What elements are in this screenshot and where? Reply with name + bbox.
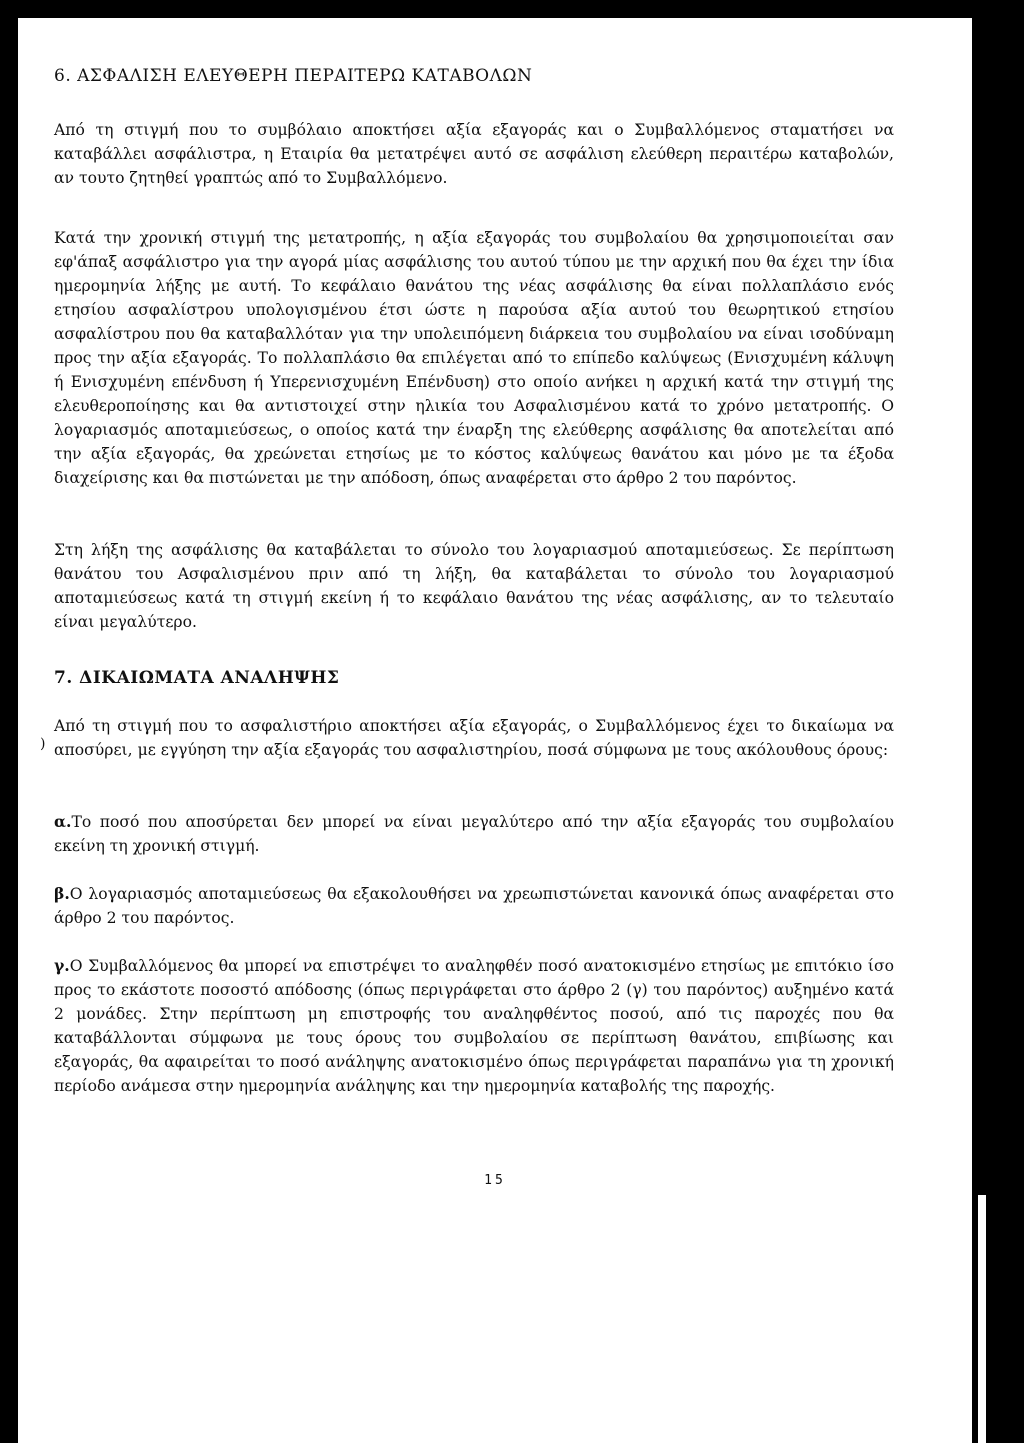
item-b-label: β. xyxy=(54,884,70,903)
section-6-paragraph-2: Κατά την χρονική στιγμή της μετατροπής, η αξία εξαγοράς του συμβολαίου θα χρησιμοποιείται σαν εφ'άπαξ ασφάλιστρο για την αγορά μίας ασφάλισης του αυτού τύπου με την αρχική που θα έχει την ίδια ημερομηνία λήξης με αυτή. Το κεφάλαιο θανάτου της νέας ασφάλισης θα είναι πολλαπλάσιο ενός ετησίου ασφαλίστρου υπολογισμένου έτσι ώστε η παρούσα αξία αυτού του θεωρητικού ετησίου ασφαλίστρου που θα καταβαλλόταν για την υπολειπόμενη διάρκεια του συμβολαίου να είναι ισοδύναμη προς την αξία εξαγοράς. Το πολλαπλάσιο θα επιλέγεται από το επίπεδο καλύψεως (Ενισχυμένη κάλυψη ή Ενισχυμένη επένδυση ή Υπερενισχυμένη Επένδυση) στο οποίο ανήκει η αρχική κατά την στιγμή της ελευθεροποίησης και θα αντιστοιχεί στην ηλικία του Ασφαλισμένου κατά το χρόνο μετατροπής. Ο λογαριασμός αποταμιεύσεως, ο οποίος κατά την έναρξη της ελεύθερης ασφάλισης θα αποτελείται από την αξία εξαγοράς, θα χρεώνεται ετησίως με το κόστος καλύψεως θανάτου και μόνο με τα έξοδα διαχείρισης και θα πιστώνεται με την απόδοση, όπως αναφέρεται στο άρθρο 2 του παρόντος. xyxy=(54,229,894,487)
section-7-item-a xyxy=(54,810,894,858)
scan-edge-line xyxy=(974,1210,977,1442)
section-7-intro: Από τη στιγμή που το ασφαλιστήριο αποκτήσει αξία εξαγοράς, ο Συμβαλλόμενος έχει το δικαίωμα να αποσύρει, με εγγύηση την αξία εξαγοράς του ασφαλιστηρίου, ποσά σύμφωνα με τους ακόλουθους όρους: xyxy=(54,717,894,759)
scan-edge-strip xyxy=(978,1195,986,1443)
item-c-label: γ. xyxy=(54,956,70,975)
item-a-text: Το ποσό που αποσύρεται δεν μπορεί να είναι μεγαλύτερο από την αξία εξαγοράς του συμβολαίου εκείνη τη χρονική στιγμή. xyxy=(54,813,894,855)
section-6-paragraph-3: Στη λήξη της ασφάλισης θα καταβάλεται το σύνολο του λογαριασμού αποταμιεύσεως. Σε περίπτωση θανάτου του Ασφαλισμένου πριν από τη λήξη, θα καταβάλεται το σύνολο του λογαριασμού αποταμιεύσεως κατά τη στιγμή εκείνη ή το κεφάλαιο θανάτου της νέας ασφάλισης, αν το τελευταίο είναι μεγαλύτερο. xyxy=(54,541,894,631)
section-7-item-b xyxy=(54,882,894,930)
document-page xyxy=(18,18,972,1443)
section-7-item-c xyxy=(54,954,894,1098)
item-b-text: Ο λογαριασμός αποταμιεύσεως θα εξακολουθήσει να χρεωπιστώνεται κανονικά όπως αναφέρεται στο άρθρο 2 του παρόντος. xyxy=(54,885,894,927)
item-c-text: Ο Συμβαλλόμενος θα μπορεί να επιστρέψει το αναληφθέν ποσό ανατοκισμένο ετησίως με επιτόκιο ίσο προς το εκάστοτε ποσοστό απόδοσης (όπως περιγράφεται στο άρθρο 2 (γ) του παρόντος) αυξημένο κατά 2 μονάδες. Στην περίπτωση μη επιστροφής του αναληφθέντος ποσού, από τις παροχές που θα καταβάλλονται σύμφωνα με τους όρους του συμβολαίου σε περίπτωση θανάτου, επιβίωσης και εξαγοράς, θα αφαιρείται το ποσό ανάληψης ανατοκισμένο όπως περιγράφεται παραπάνω για τη χρονική περίοδο ανάμεσα στην ημερομηνία ανάληψης και την ημερομηνία καταβολής της παροχής. xyxy=(54,957,894,1095)
section-6-paragraph-1: Από τη στιγμή που το συμβόλαιο αποκτήσει αξία εξαγοράς και ο Συμβαλλόμενος σταματήσει να καταβάλλει ασφάλιστρα, η Εταιρία θα μετατρέψει αυτό σε ασφάλιση ελεύθερη περαιτέρω καταβολών, αν τουτο ζητηθεί γραπτώς από το Συμβαλλόμενο. xyxy=(54,121,894,187)
item-a-label: α. xyxy=(54,812,72,831)
margin-bracket-mark: ) xyxy=(40,736,46,752)
page-number: 15 xyxy=(484,1173,506,1188)
section-7-title: 7. ΔΙΚΑΙΩΜΑΤΑ ΑΝΑΛΗΨΗΣ xyxy=(54,668,340,688)
section-6-title: 6. ΑΣΦΑΛΙΣΗ ΕΛΕΥΘΕΡΗ ΠΕΡΑΙΤΕΡΩ ΚΑΤΑΒΟΛΩΝ xyxy=(54,66,533,86)
